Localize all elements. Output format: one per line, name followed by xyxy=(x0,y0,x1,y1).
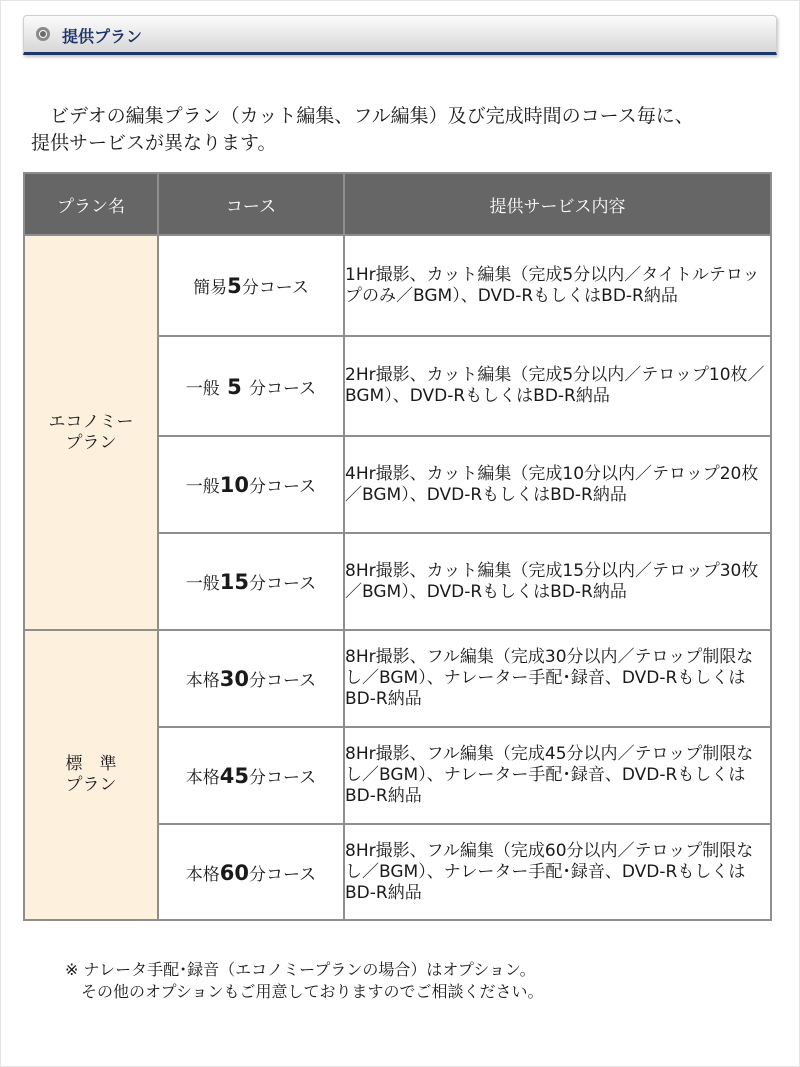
intro-line-1: ビデオの編集プラン（カット編集、フル編集）及び完成時間のコース毎に、 xyxy=(31,105,694,127)
footnote-line-2: その他のオプションもご用意しておりますのでご相談ください。 xyxy=(65,982,544,1001)
plan-economy xyxy=(24,235,158,630)
intro-text xyxy=(31,103,771,157)
course-prefix: 一般 xyxy=(185,477,220,497)
intro-line-2: 提供サービスが異なります。 xyxy=(31,132,277,154)
course-cell xyxy=(158,235,344,336)
plan-economy-line-1: エコノミー xyxy=(48,411,134,432)
table-header-row xyxy=(24,173,771,235)
plan-table xyxy=(23,172,772,921)
course-minutes: 10 xyxy=(219,473,250,497)
plan-standard-line-1: 標 準 xyxy=(65,754,117,774)
table-row xyxy=(24,630,771,727)
course-suffix: 分コース xyxy=(249,477,317,497)
course-minutes: 45 xyxy=(219,764,250,788)
plan-economy-line-2: プラン xyxy=(65,432,117,453)
service-description: 8Hr撮影、フル編集（完成30分以内／テロップ制限なし／BGM）、ナレーター手配･録音、DVD-RもしくはBD-R納品 xyxy=(344,630,771,727)
plan-standard-line-2: プラン xyxy=(65,775,117,795)
service-description: 8Hr撮影、カット編集（完成15分以内／テロップ30枚／BGM）、DVD-RもしくはBD-R納品 xyxy=(344,533,771,630)
section-title: 提供プラン xyxy=(62,27,143,46)
course-suffix: 分コース xyxy=(241,278,309,298)
course-minutes: 30 xyxy=(219,667,250,691)
course-prefix: 本格 xyxy=(185,671,220,691)
course-cell xyxy=(158,824,344,920)
course-minutes: 5 xyxy=(219,374,250,399)
course-suffix: 分コース xyxy=(249,864,317,885)
course-prefix: 簡易 xyxy=(193,278,228,298)
course-suffix: 分コース xyxy=(249,671,317,691)
course-cell xyxy=(158,630,344,727)
header-service: 提供サービス内容 xyxy=(344,173,771,235)
section-header xyxy=(23,15,777,55)
footnote-line-1: ※ ナレータ手配･録音（エコノミープランの場合）はオプション。 xyxy=(65,960,536,979)
plan-standard xyxy=(24,630,158,920)
service-description: 1Hr撮影、カット編集（完成5分以内／タイトルテロップのみ／BGM）、DVD-RもしくはBD-R納品 xyxy=(344,235,771,336)
table-row xyxy=(24,235,771,336)
course-prefix: 本格 xyxy=(185,864,220,885)
course-prefix: 一般 xyxy=(185,574,220,594)
course-cell xyxy=(158,336,344,436)
header-course: コース xyxy=(158,173,344,235)
header-plan-name: プラン名 xyxy=(24,173,158,235)
bullet-circle-icon xyxy=(36,27,50,41)
course-suffix: 分コース xyxy=(249,768,317,788)
service-description: 8Hr撮影、フル編集（完成60分以内／テロップ制限なし／BGM）、ナレーター手配･録音、DVD-RもしくはBD-R納品 xyxy=(344,824,771,920)
course-prefix: 一般 xyxy=(185,378,220,399)
course-minutes: 15 xyxy=(219,570,250,594)
course-cell xyxy=(158,533,344,630)
service-description: 4Hr撮影、カット編集（完成10分以内／テロップ20枚／BGM）、DVD-RもしくはBD-R納品 xyxy=(344,436,771,533)
course-suffix: 分コース xyxy=(249,378,317,399)
footnote xyxy=(65,959,544,1003)
course-minutes: 60 xyxy=(219,860,250,885)
course-prefix: 本格 xyxy=(185,768,220,788)
course-cell xyxy=(158,727,344,824)
course-minutes: 5 xyxy=(227,274,242,298)
course-cell xyxy=(158,436,344,533)
service-description: 2Hr撮影、カット編集（完成5分以内／テロップ10枚／BGM）、DVD-RもしくはBD-R納品 xyxy=(344,336,771,436)
course-suffix: 分コース xyxy=(249,574,317,594)
service-description: 8Hr撮影、フル編集（完成45分以内／テロップ制限なし／BGM）、ナレーター手配･録音、DVD-RもしくはBD-R納品 xyxy=(344,727,771,824)
